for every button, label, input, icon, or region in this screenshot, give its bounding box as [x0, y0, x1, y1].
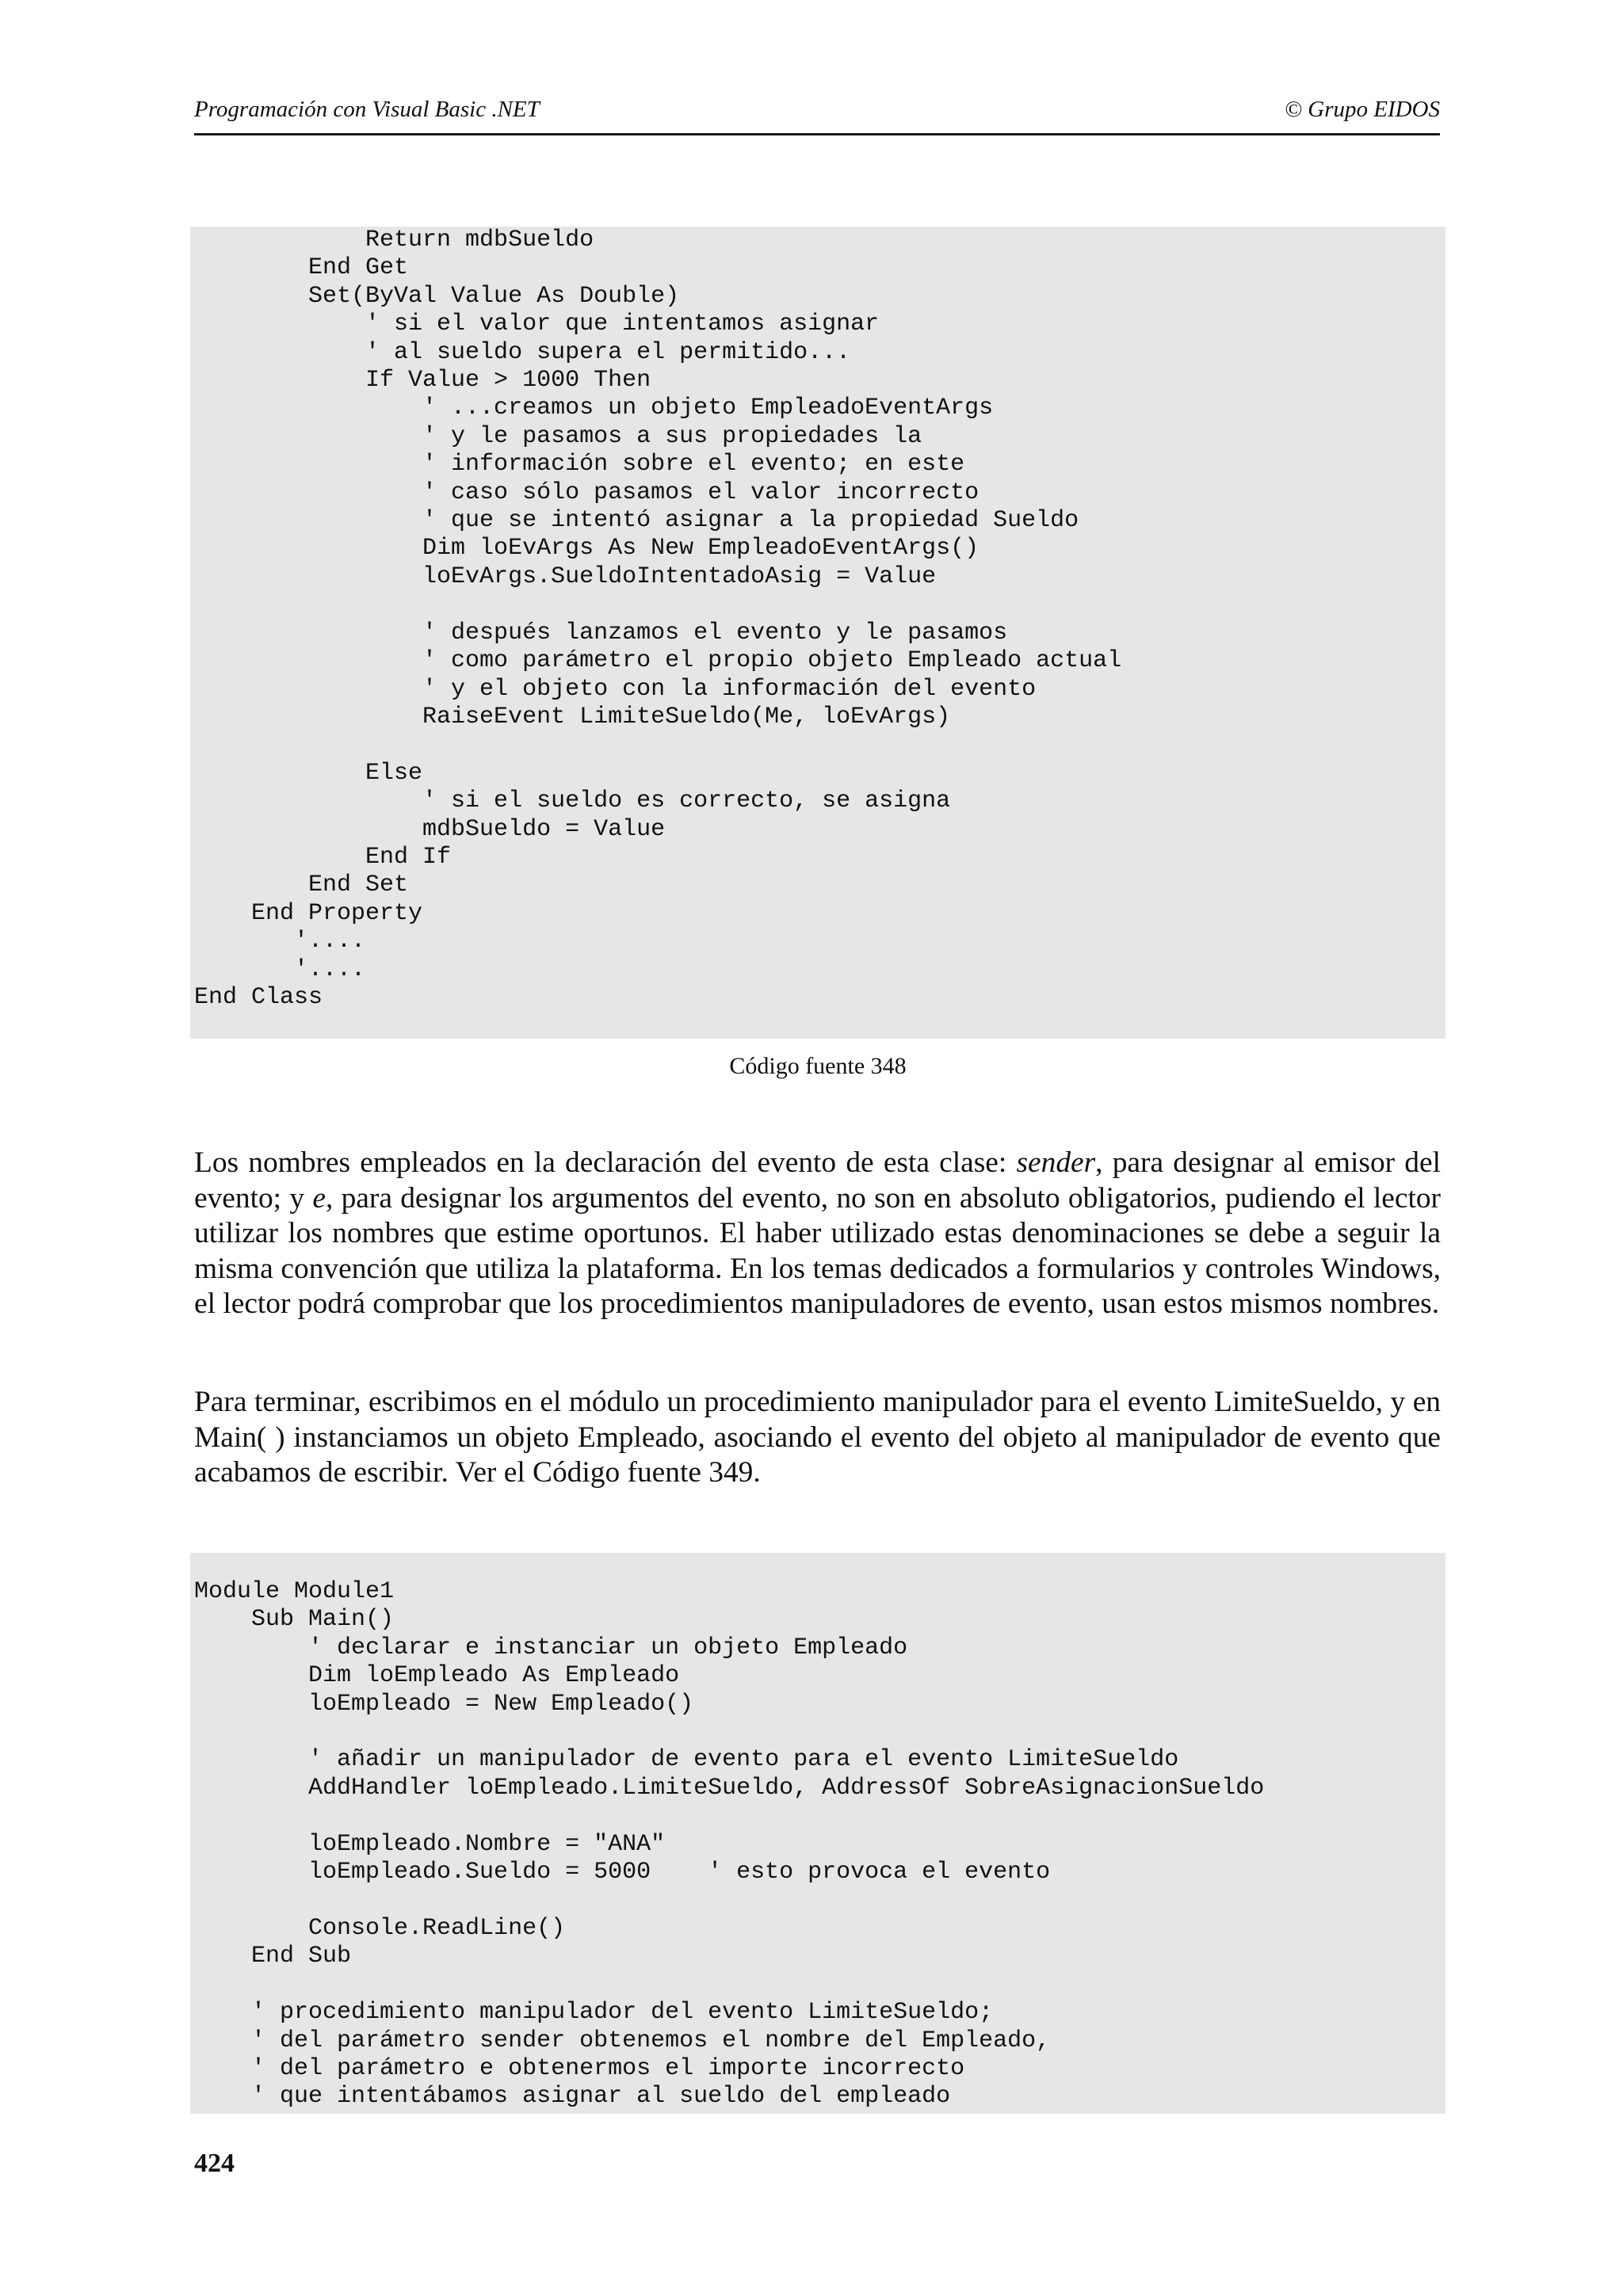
code-listing-349-text: Module Module1 Sub Main() ' declarar e instanciar un objeto Empleado Dim loEmpleado As Empleado loEmpleado = New Empleado() ' añadir un manipulador de evento para el evento LimiteSueldo AddHandler loEmpleado.LimiteSueldo, AddressOf SobreAsignacionSueldo loEmpleado.Nombre = "ANA" loEmpleado.Sueldo = 5000 ' esto provoca el evento Console.ReadLine() End Sub ' procedimiento manipulador del evento LimiteSueldo; ' del parámetro sender obtenemos el nombre del Empleado, ' del parámetro e obtenermos el importe incorrecto ' que intentábamos asignar al sueldo del empleado — [194, 1578, 1265, 2111]
param-name-e: e — [312, 1181, 326, 1215]
code-listing-348-text: Return mdbSueldo End Get Set(ByVal Value As Double) ' si el valor que intentamos asignar ' al sueldo supera el permitido... If Value > 1000 Then ' ...creamos un objeto EmpleadoEventArgs ' y le pasamos a sus propiedades la ' información sobre el evento; en este ' caso sólo pasamos el valor incorrecto ' que se intentó asignar a la propiedad Sueldo Dim loEvArgs As New EmpleadoEventArgs() loEvArgs.SueldoIntentadoAsig = Value ' después lanzamos el evento y le pasamos ' como parámetro el propio objeto Empleado actual ' y el objeto con la información del evento RaiseEvent LimiteSueldo(Me, loEvArgs) Else ' si el sueldo es correcto, se asigna mdbSueldo = Value End If End Set End Property '.... '.... End Class — [194, 227, 1122, 1011]
body-paragraph-1: Los nombres empleados en la declaración del evento de esta clase: sender, para designar al emisor del evento; y e, para designar los argumentos del evento, no son en absoluto obligatorios, pudiendo el lector utilizar los nombres que estime oportunos. El haber utilizado estas denominaciones se debe a seguir la misma convención que utiliza la plataforma. En los temas dedicados a formularios y controles Windows, el lector podrá comprobar que los procedimientos manipuladores de evento, usan estos mismos nombres. — [194, 1146, 1441, 1321]
code-caption: Código fuente 348 — [729, 1053, 907, 1079]
header-publisher: © Grupo EIDOS — [1284, 97, 1440, 122]
param-name-sender: sender — [1016, 1146, 1096, 1179]
header-book-title: Programación con Visual Basic .NET — [194, 97, 540, 122]
code-listing-349 — [190, 1553, 1445, 2114]
body-paragraph-2: Para terminar, escribimos en el módulo un procedimiento manipulador para el evento LimiteSueldo, y en Main( ) instanciamos un objeto Empleado, asociando el evento del objeto al manipulador de evento que acabamos de escribir. Ver el Código fuente 349. — [194, 1386, 1441, 1489]
code-listing-348 — [190, 227, 1445, 1039]
page-header — [194, 97, 1440, 135]
page-number: 424 — [194, 2149, 235, 2178]
